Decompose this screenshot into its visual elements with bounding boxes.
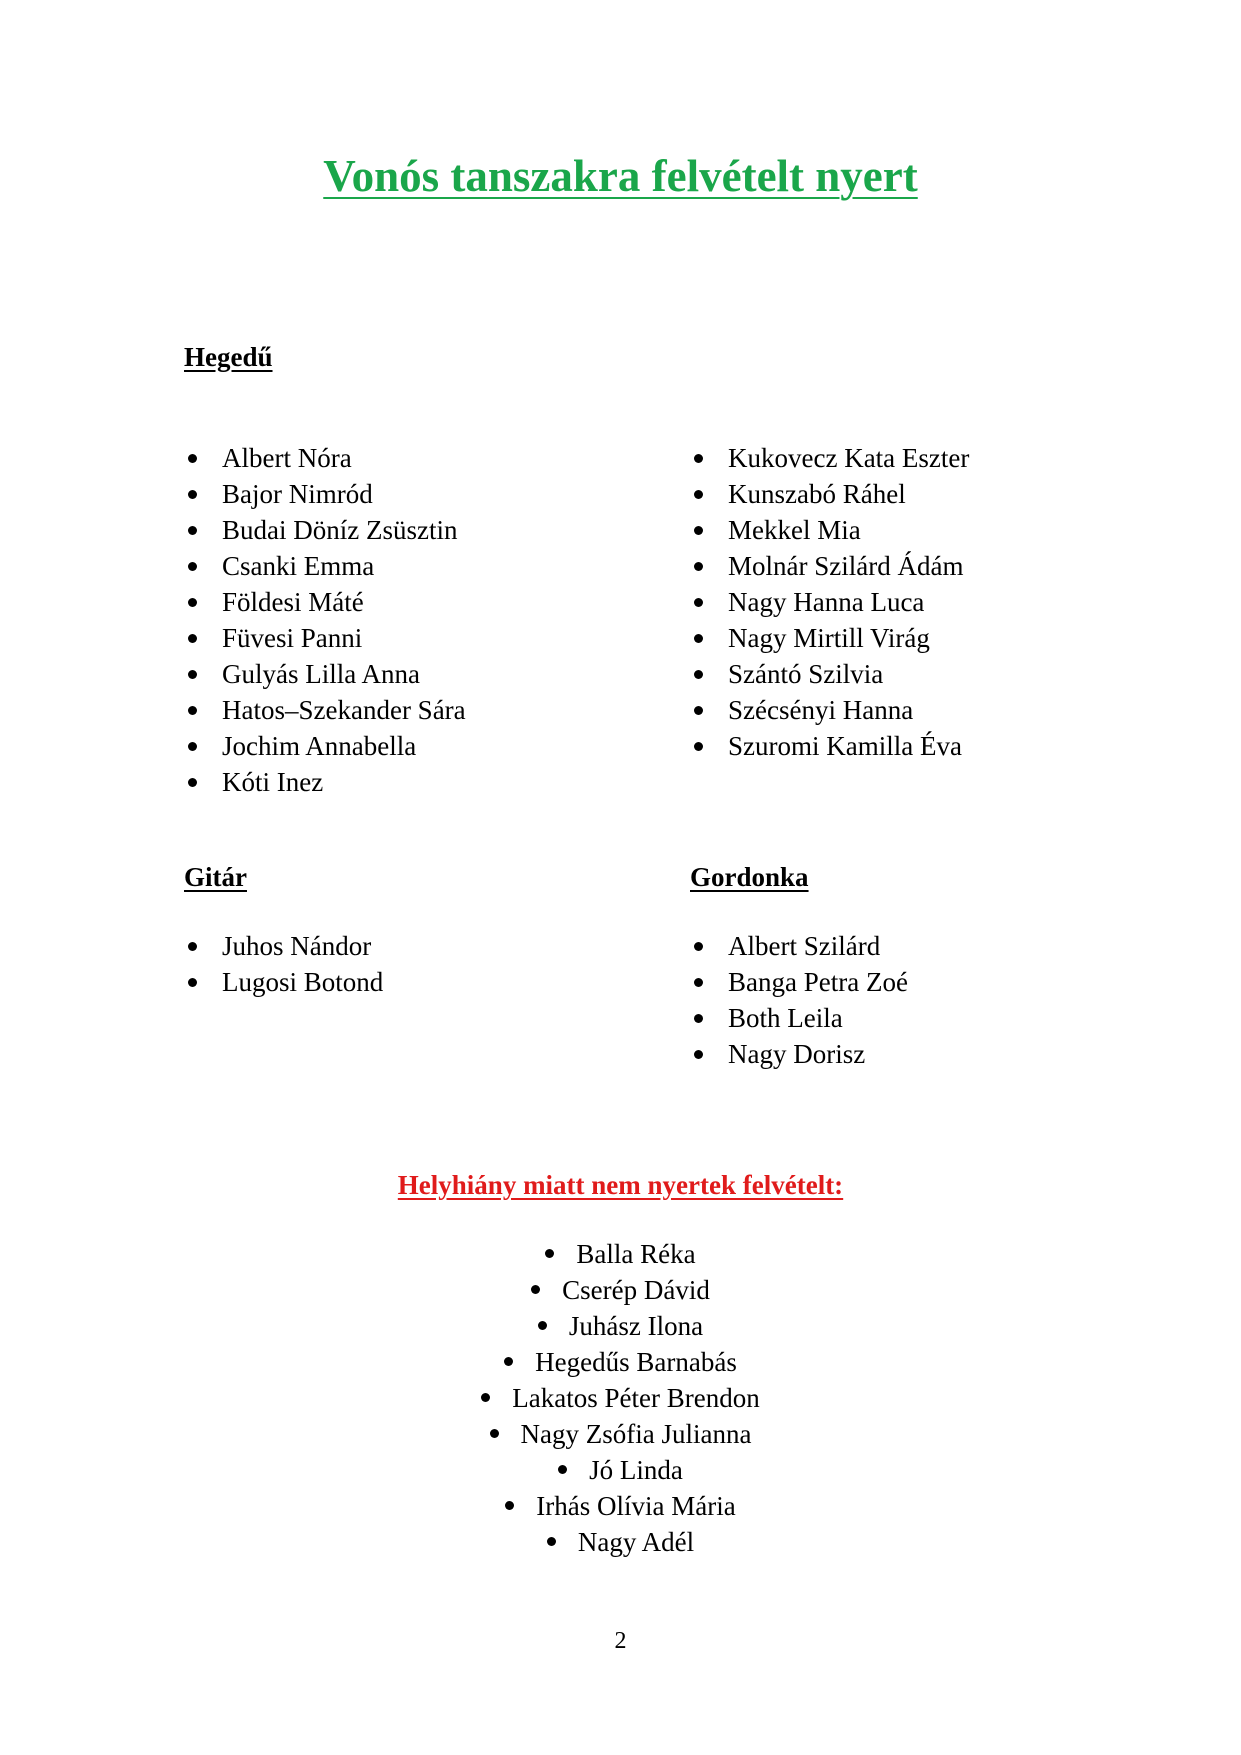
bullet-icon [505, 1501, 514, 1510]
gitar-list [184, 928, 383, 1000]
list-item-text: Juhász Ilona [568, 1311, 704, 1341]
list-item [0, 1524, 1241, 1560]
list-item [0, 1380, 1241, 1416]
list-item: Kunszabó Ráhel [690, 476, 969, 512]
list-item: Albert Nóra [184, 440, 466, 476]
bullet-icon [490, 1429, 499, 1438]
list-item: Albert Szilárd [690, 928, 908, 964]
list-item [0, 1488, 1241, 1524]
gordonka-list [690, 928, 908, 1072]
list-item: Both Leila [690, 1000, 908, 1036]
list-item [0, 1344, 1241, 1380]
list-item-text: Irhás Olívia Mária [536, 1491, 736, 1521]
section-heading-rejected: Helyhiány miatt nem nyertek felvételt: [397, 1170, 844, 1200]
list-item: Molnár Szilárd Ádám [690, 548, 969, 584]
list-item: Füvesi Panni [184, 620, 466, 656]
list-item-text: Jó Linda [589, 1455, 683, 1485]
list-item [0, 1308, 1241, 1344]
section-heading-hegedu: Hegedű [184, 342, 273, 372]
list-item: Kóti Inez [184, 764, 466, 800]
section-heading-gitar: Gitár [184, 862, 247, 892]
list-item: Bajor Nimród [184, 476, 466, 512]
list-item: Lugosi Botond [184, 964, 383, 1000]
bullet-icon [545, 1249, 554, 1258]
list-item-text: Nagy Zsófia Julianna [520, 1419, 752, 1449]
list-item [0, 1416, 1241, 1452]
list-item [0, 1236, 1241, 1272]
list-item: Szántó Szilvia [690, 656, 969, 692]
bullet-icon [538, 1321, 547, 1330]
bullet-icon [531, 1285, 540, 1294]
list-item: Csanki Emma [184, 548, 466, 584]
rejected-list [0, 1236, 1241, 1560]
bullet-icon [481, 1393, 490, 1402]
list-item-text: Nagy Adél [577, 1527, 695, 1557]
list-item-text: Balla Réka [576, 1239, 696, 1269]
list-item [0, 1272, 1241, 1308]
list-item: Jochim Annabella [184, 728, 466, 764]
list-item: Hatos–Szekander Sára [184, 692, 466, 728]
bullet-icon [504, 1357, 513, 1366]
page-number: 2 [614, 1628, 627, 1654]
bullet-icon [558, 1465, 567, 1474]
list-item: Nagy Mirtill Virág [690, 620, 969, 656]
page-title-text: Vonós tanszakra felvételt nyert [323, 151, 918, 201]
list-item: Budai Döníz Zsüsztin [184, 512, 466, 548]
list-item: Szuromi Kamilla Éva [690, 728, 969, 764]
list-item: Banga Petra Zoé [690, 964, 908, 1000]
list-item: Nagy Dorisz [690, 1036, 908, 1072]
list-item [0, 1452, 1241, 1488]
list-item: Mekkel Mia [690, 512, 969, 548]
list-item-text: Hegedűs Barnabás [535, 1347, 737, 1377]
page-title [0, 146, 1241, 206]
list-item-text: Cserép Dávid [562, 1275, 710, 1305]
bullet-icon [547, 1537, 556, 1546]
list-item: Földesi Máté [184, 584, 466, 620]
hegedu-list-col1 [184, 440, 466, 800]
section-heading-gordonka: Gordonka [690, 862, 809, 892]
list-item: Juhos Nándor [184, 928, 383, 964]
list-item: Szécsényi Hanna [690, 692, 969, 728]
list-item: Nagy Hanna Luca [690, 584, 969, 620]
list-item: Kukovecz Kata Eszter [690, 440, 969, 476]
list-item-text: Lakatos Péter Brendon [512, 1383, 760, 1413]
hegedu-list-col2 [690, 440, 969, 764]
list-item: Gulyás Lilla Anna [184, 656, 466, 692]
